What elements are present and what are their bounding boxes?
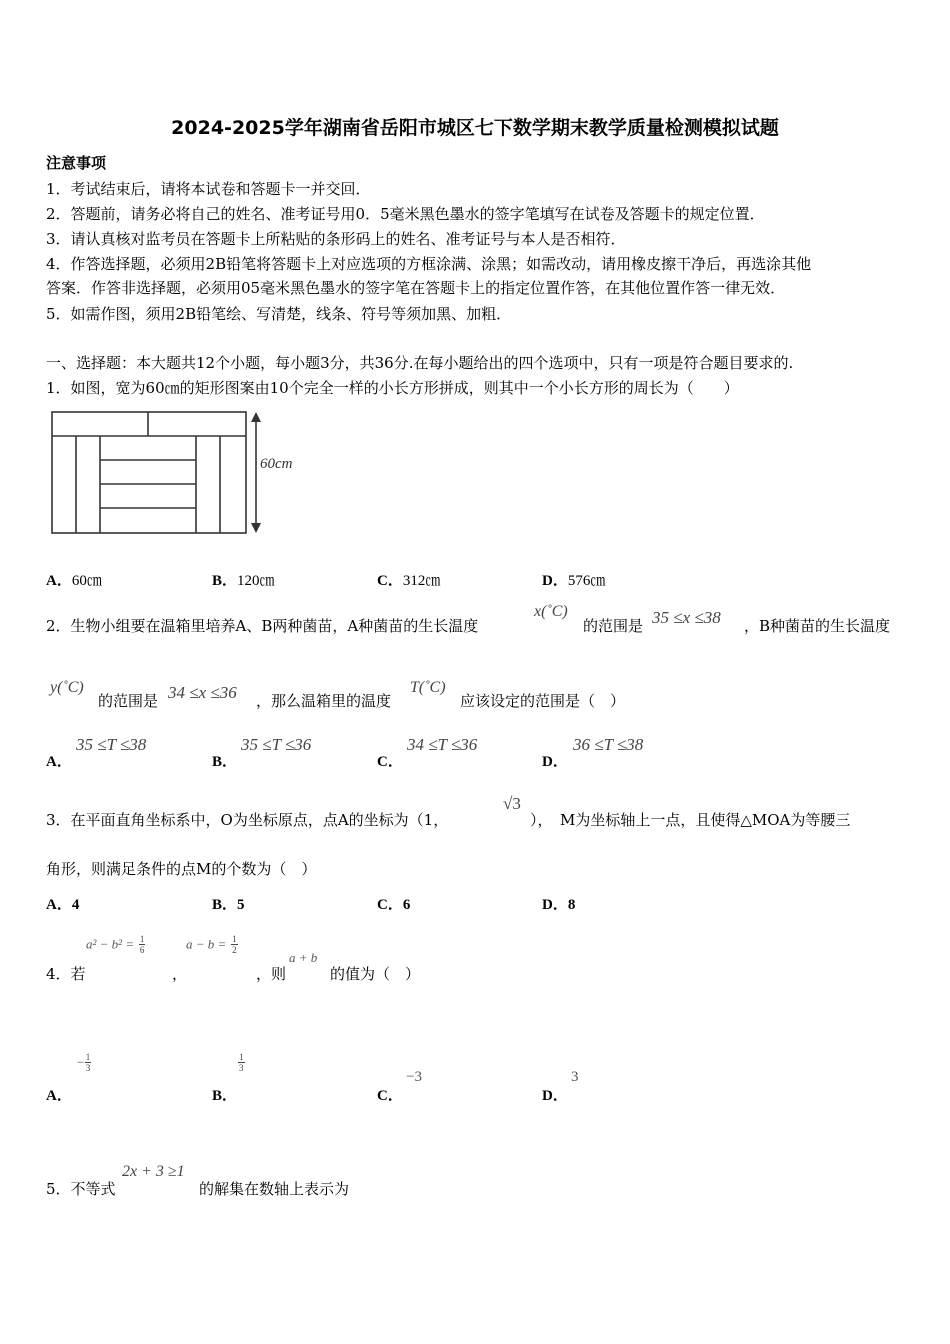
q4-condition-2: a − b = $\frac{1}{2}$ <box>186 934 237 955</box>
notice-item-1: 1．考试结束后，请将本试卷和答题卡一并交回． <box>46 180 371 198</box>
q1-option-b-label: B． <box>212 573 238 589</box>
q2-option-d-label: D． <box>542 754 568 770</box>
q2-option-b-label: B． <box>212 754 238 770</box>
q2-math-range-b: 34 ≤x ≤36 <box>168 683 237 702</box>
q4-option-c-label: C． <box>377 1088 403 1104</box>
notice-item-5: 5．如需作图，须用2B铅笔绘、写清楚，线条、符号等须加黑、加粗． <box>46 305 512 323</box>
q2-math-range-a: 35 ≤x ≤38 <box>652 608 721 627</box>
q2-math-t: T(˚C) <box>410 679 446 696</box>
question-5-text-1: 5．不等式 <box>46 1180 116 1198</box>
question-1-text: 1．如图，宽为60㎝的矩形图案由10个完全一样的小长方形拼成，则其中一个小长方形的周长为（ ） <box>46 379 739 397</box>
q2-option-d-value: 36 ≤T ≤38 <box>573 735 644 754</box>
q4-option-a-label: A． <box>46 1088 72 1104</box>
q2-math-x: x(˚C) <box>534 603 568 620</box>
q1-option-d-label: D． <box>542 573 568 589</box>
rectangle-pattern-figure <box>48 408 308 536</box>
q4-math-a-plus-b: a + b <box>289 950 318 965</box>
q3-option-b-label: B． <box>212 897 238 913</box>
q2-option-c-value: 34 ≤T ≤36 <box>407 735 478 754</box>
question-2-text-1: 2．生物小组要在温箱里培养A、B两种菌苗，A种菌苗的生长温度 <box>46 617 479 635</box>
q5-math-inequality: 2x + 3 ≥1 <box>122 1163 185 1180</box>
section-heading: 一、选择题：本大题共12个小题，每小题3分，共36分.在每小题给出的四个选项中，只有一项是符合题目要求的. <box>46 354 794 372</box>
q2-option-c-label: C． <box>377 754 403 770</box>
q4-option-d-label: D． <box>542 1088 568 1104</box>
notice-item-4-cont: 答案．作答非选择题，必须用05毫米黑色墨水的签字笔在答题卡上的指定位置作答，在其他位置作答一律无效． <box>46 279 786 297</box>
question-4-text-3: 的值为（ ） <box>330 965 421 983</box>
q3-option-c-label: C． <box>377 897 403 913</box>
question-5-text-2: 的解集在数轴上表示为 <box>199 1180 350 1198</box>
question-2-text-3: ，B种菌苗的生长温度 <box>744 617 891 635</box>
question-3-text-3: 角形，则满足条件的点M的个数为（ ） <box>46 860 317 878</box>
question-2-text-5: ，那么温箱里的温度 <box>256 692 392 710</box>
question-4-text-1: 4．若 <box>46 965 86 983</box>
question-3-text-1: 3．在平面直角坐标系中，O为坐标原点，点A的坐标为（1， <box>46 811 449 829</box>
q4-option-a-value: − $\frac{1}{3}$ <box>76 1052 91 1073</box>
q3-option-b-value: 5 <box>237 897 245 913</box>
question-2-text-6: 应该设定的范围是（ ） <box>460 692 626 710</box>
notice-item-3: 3．请认真核对监考员在答题卡上所粘贴的条形码上的姓名、准考证号与本人是否相符． <box>46 230 626 248</box>
q1-option-c-label: C． <box>377 573 403 589</box>
question-4-comma: ， <box>172 965 188 983</box>
q3-option-a-value: 4 <box>71 897 80 913</box>
q1-option-d-value: 576㎝ <box>567 573 606 589</box>
q3-option-d-label: D． <box>542 897 568 913</box>
q1-option-c-value: 312㎝ <box>402 573 441 589</box>
q1-option-a-label: A． <box>46 573 72 589</box>
q2-option-a-value: 35 ≤T ≤38 <box>76 735 147 754</box>
question-4-text-2: ，则 <box>256 965 287 983</box>
q2-option-a-label: A． <box>46 754 72 770</box>
page-title: 2024-2025学年湖南省岳阳市城区七下数学期末教学质量检测模拟试题 <box>171 117 779 139</box>
question-3-text-2: ）， M为坐标轴上一点，且使得△MOA为等腰三 <box>530 811 851 829</box>
q4-condition-1: a² − b² = $\frac{1}{6}$ <box>86 934 145 955</box>
notice-item-4: 4．作答选择题，必须用2B铅笔将答题卡上对应选项的方框涂满、涂黑；如需改动，请用橡皮擦干净后，再选涂其他 <box>46 255 812 273</box>
q4-option-c-value: −3 <box>406 1069 422 1085</box>
q1-option-b-value: 120㎝ <box>237 573 275 589</box>
question-2-text-4: 的范围是 <box>98 692 159 710</box>
q4-option-b-value: $\frac{1}{3}$ <box>239 1052 244 1073</box>
notice-item-2: 2．答题前，请务必将自己的姓名、准考证号用0．5毫米黑色墨水的签字笔填写在试卷及答题卡的规定位置． <box>46 205 765 223</box>
q4-option-b-label: B． <box>212 1088 238 1104</box>
q2-math-y: y(˚C) <box>50 679 84 696</box>
figure-width-label: 60cm <box>260 456 293 472</box>
notice-heading: 注意事项 <box>46 154 107 172</box>
q1-option-a-value: 60㎝ <box>71 573 102 589</box>
q3-option-c-value: 6 <box>402 897 411 913</box>
q3-option-d-value: 8 <box>567 897 576 913</box>
q3-option-a-label: A． <box>46 897 72 913</box>
q2-option-b-value: 35 ≤T ≤36 <box>241 735 312 754</box>
question-2-text-2: 的范围是 <box>583 617 644 635</box>
q4-option-d-value: 3 <box>571 1069 579 1085</box>
q3-math-sqrt3: √3 <box>503 794 521 813</box>
